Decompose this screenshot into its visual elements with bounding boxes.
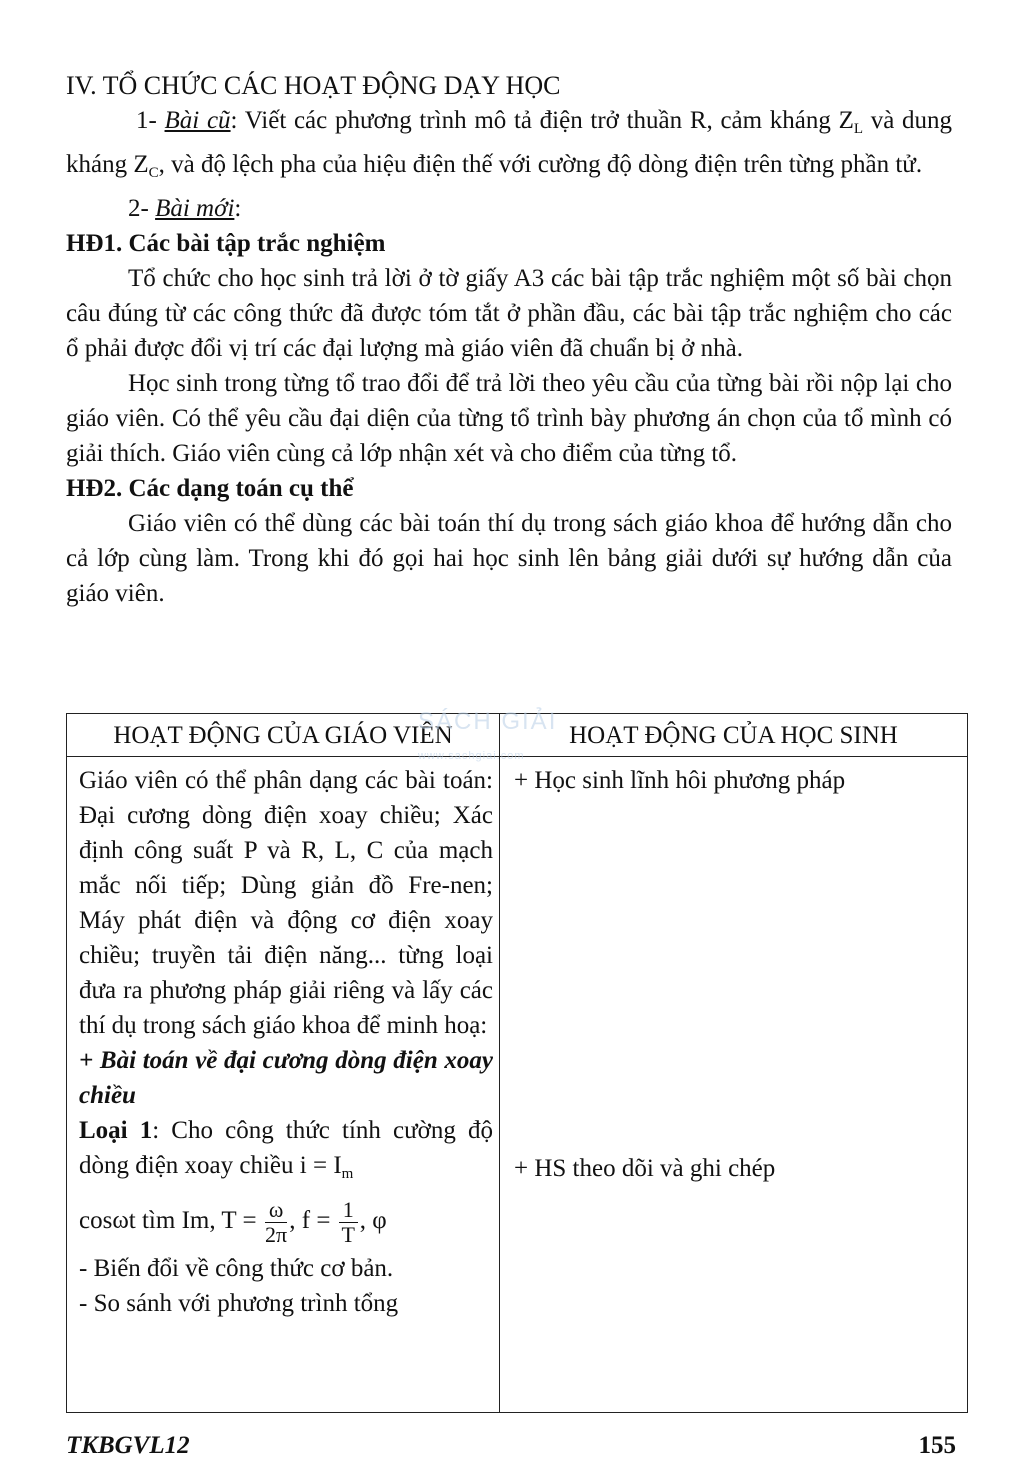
fraction-1-t [339, 1198, 358, 1247]
frac2-den: T [341, 1222, 355, 1247]
old-lesson-paragraph [66, 103, 952, 191]
header-teacher: HOẠT ĐỘNG CỦA GIÁO VIÊN [67, 714, 500, 757]
student-cell [500, 757, 968, 1413]
old-lesson-number: 1- [136, 107, 165, 134]
new-lesson-colon: : [234, 195, 242, 222]
teacher-step2: - So sánh với phương trình tổng [79, 1290, 399, 1317]
teacher-type1 [79, 1113, 493, 1192]
page-number: 155 [918, 1432, 956, 1459]
student-item-2: + HS theo dõi và ghi chép [514, 1155, 776, 1182]
watermark-main: SÁCH GIẢI [418, 708, 558, 735]
page-footer [66, 1428, 956, 1463]
watermark-sub: www.sachgiai.com [418, 750, 525, 762]
type1-sub: m [341, 1166, 354, 1182]
frac1-num: ω [265, 1198, 287, 1223]
hd2-paragraph-1: Giáo viên có thể dùng các bài toán thí dụ trong sách giáo khoa để hướng dẫn cho cả lớp cùng làm. Trong khi đó gọi hai học sinh lên bảng giải dưới sự hướng dẫn của giáo viên. [66, 510, 952, 607]
old-lesson-text: : Viết các phương trình mô tả điện trở thuần R, cảm kháng Z [230, 107, 854, 134]
old-lesson-text2: và dung kháng Z [66, 107, 952, 178]
old-lesson-text3: , và độ lệch pha của hiệu điện thế với cường độ dòng điện trên từng phần tử. [158, 151, 923, 178]
teacher-topic [79, 1043, 493, 1113]
watermark [418, 704, 557, 774]
frac2-num: 1 [339, 1198, 358, 1223]
page-body [66, 68, 952, 611]
type1-label: Loại 1 [79, 1117, 153, 1144]
activity-table [66, 713, 968, 1413]
new-lesson-label: Bài mới [155, 195, 235, 222]
teacher-formula [79, 1198, 493, 1247]
hd2-title: HĐ2. Các dạng toán cụ thể [66, 475, 354, 502]
section-title: IV. TỔ CHỨC CÁC HOẠT ĐỘNG DẠY HỌC [66, 71, 561, 100]
teacher-step1: - Biến đổi về công thức cơ bản. [79, 1255, 394, 1282]
teacher-cell [67, 757, 500, 1413]
type1-text: : Cho công thức tính cường độ dòng điện xoay chiều i = I [79, 1117, 493, 1179]
formula-prefix: cosωt tìm Im, T = [79, 1207, 263, 1235]
formula-mid: , f = [289, 1207, 337, 1235]
sub-c: C [148, 165, 159, 181]
hd1-paragraph-2: Học sinh trong từng tổ trao đổi để trả lời theo yêu cầu của từng bài rồi nộp lại cho giáo viên. Có thể yêu cầu đại diện của từng tổ trình bày phương án chọn của tổ mình có giải thích. Giáo viên cùng cả lớp nhận xét và cho điểm của từng tổ. [66, 370, 952, 467]
teacher-topic-text: + Bài toán về đại cương dòng điện xoay chiều [79, 1047, 493, 1109]
fraction-omega-2pi [265, 1198, 287, 1247]
formula-end: , φ [359, 1207, 387, 1235]
sub-l: L [853, 121, 864, 137]
new-lesson-line [66, 191, 952, 226]
table-row [67, 757, 968, 1413]
hd1-paragraph-1: Tổ chức cho học sinh trả lời ở tờ giấy A3 các bài tập trắc nghiệm một số bài chọn câu đúng từ các công thức đã được tóm tắt ở phần đầu, các bài tập trắc nghiệm cho các ổ phải được đổi vị trí các đại lượng mà giáo viên đã chuẩn bị ở nhà. [66, 265, 952, 362]
old-lesson-label: Bài cũ [164, 107, 231, 134]
header-student: HOẠT ĐỘNG CỦA HỌC SINH [500, 714, 968, 757]
student-item-1: + Học sinh lĩnh hôi phương pháp [514, 767, 846, 794]
new-lesson-number: 2- [128, 195, 156, 222]
hd1-title: HĐ1. Các bài tập trắc nghiệm [66, 230, 386, 257]
teacher-intro: Giáo viên có thể phân dạng các bài toán: Đại cương dòng điện xoay chiều; Xác định công suất P và R, L, C của mạch mắc nối tiếp; Dùng giản đồ Fre-nen; Máy phát điện và động cơ điện xoay chiều; truyền tải điện năng... từng loại đưa ra phương pháp giải riêng và lấy các thí dụ trong sách giáo khoa để minh hoạ: [79, 767, 493, 1039]
footer-book-code: TKBGVL12 [66, 1432, 190, 1459]
frac1-den: 2π [265, 1222, 288, 1247]
